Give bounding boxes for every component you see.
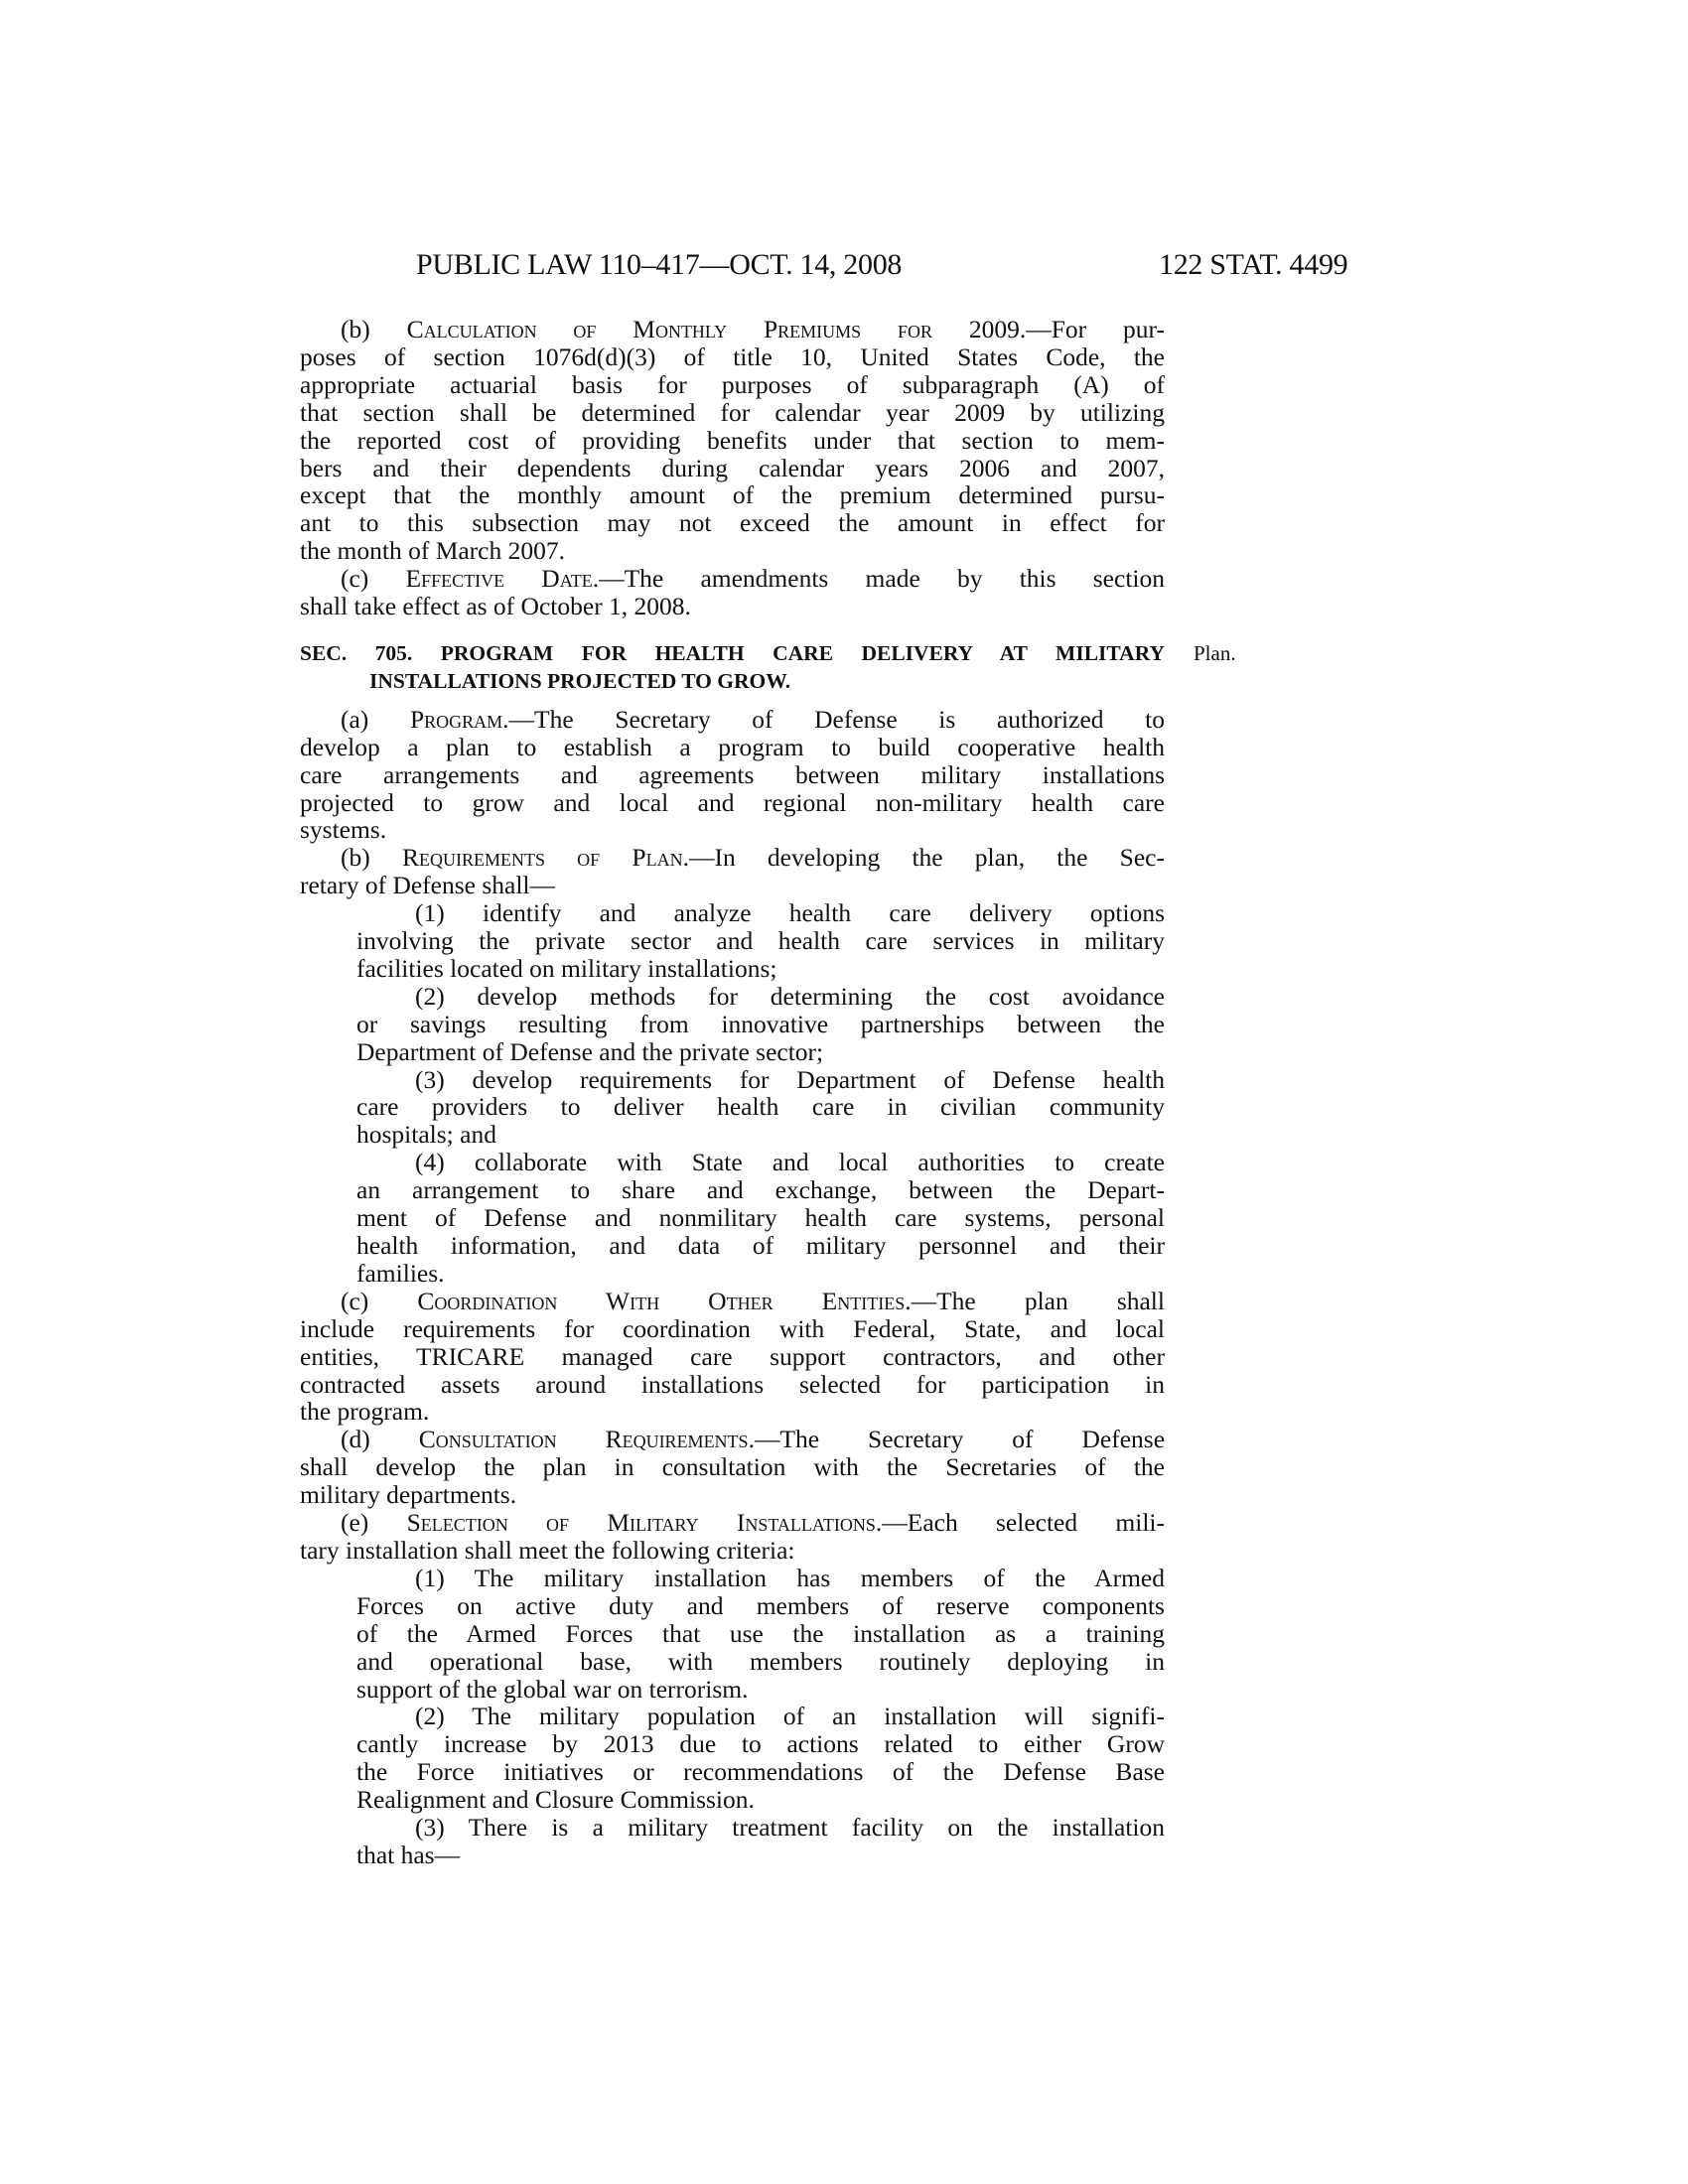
text-line: (3) There is a military treatment facility on the installation — [415, 1813, 1165, 1843]
paragraph-heading: Effective Date. — [405, 564, 600, 594]
text-line: care arrangements and agreements between military installations — [300, 759, 1165, 789]
text-line: projected to grow and local and regional non-military health care — [300, 787, 1165, 817]
text-line: except that the monthly amount of the premium determined pursu- — [300, 480, 1165, 510]
list-item — [300, 1814, 1165, 1869]
text-line: bers and their dependents during calendar years 2006 and 2007, — [300, 453, 1165, 482]
text-line: include requirements for coordination with Federal, State, and local — [300, 1313, 1165, 1343]
text-line: (2) The military population of an installation will signifi- — [415, 1702, 1165, 1731]
text-line: the reported cost of providing benefits under that section to mem- — [300, 425, 1165, 455]
text-line: shall develop the plan in consultation with the Secretaries of the — [300, 1452, 1165, 1482]
text-line: involving the private sector and health care services in military — [356, 926, 1165, 956]
text-line: facilities located on military installations; — [356, 953, 777, 983]
paragraph-heading: Program. — [409, 704, 509, 734]
text-line: an arrangement to share and exchange, between the Depart- — [356, 1175, 1165, 1205]
paragraph-text: —The amendments made by this section — [599, 564, 1165, 594]
text-line: and operational base, with members routinely deploying in — [356, 1646, 1165, 1676]
text-line: contracted assets around installations selected for participation in — [300, 1369, 1165, 1399]
paragraph-label: (a) — [341, 704, 410, 734]
text-line: retary of Defense shall— — [300, 871, 556, 900]
text-line: cantly increase by 2013 due to actions related to either Grow — [356, 1729, 1165, 1759]
text-line: hospitals; and — [356, 1120, 496, 1150]
paragraph-text: —For pur- — [1026, 315, 1165, 343]
document-body — [300, 315, 1236, 1869]
text-line: INSTALLATIONS PROJECTED TO GROW. — [369, 668, 791, 693]
text-line — [300, 316, 1165, 343]
text-line: ment of Defense and nonmilitary health care systems, personal — [356, 1203, 1165, 1233]
paragraph-text: —The Secretary of Defense is authorized to — [508, 704, 1166, 734]
margin-note: Plan. — [1194, 640, 1236, 665]
list-item — [300, 1703, 1165, 1814]
list-item — [300, 899, 1165, 983]
text-line: of the Armed Forces that use the installation as a training — [356, 1618, 1165, 1648]
text-line: (3) develop requirements for Department of Defense health — [415, 1064, 1165, 1094]
paragraph — [300, 316, 1165, 565]
page-number: 122 STAT. 4499 — [1159, 248, 1348, 281]
text-line: (1) The military installation has members of the Armed — [415, 1563, 1165, 1592]
paragraph — [300, 1426, 1165, 1509]
text-line — [300, 565, 1165, 593]
paragraph-heading: Calculation of Monthly Premiums for 2009. — [406, 315, 1027, 343]
paragraph-label: (c) — [341, 564, 406, 594]
list-item — [300, 983, 1165, 1066]
text-line: appropriate actuarial basis for purposes of subparagraph (A) of — [300, 369, 1165, 399]
paragraph-heading: Selection of Military Installations. — [406, 1508, 883, 1538]
text-line: the program. — [300, 1397, 430, 1427]
text-line: that has— — [356, 1840, 461, 1869]
paragraph-text: —The Secretary of Defense — [754, 1425, 1166, 1454]
paragraph-heading: Coordination With Other Entities. — [417, 1286, 912, 1315]
text-line: or savings resulting from innovative partnerships between the — [356, 1009, 1165, 1038]
paragraph-label: (c) — [341, 1286, 418, 1315]
text-line: (2) develop methods for determining the cost avoidance — [415, 981, 1165, 1011]
text-line — [300, 844, 1165, 872]
text-line: Realignment and Closure Commission. — [356, 1785, 755, 1815]
text-line: the month of March 2007. — [300, 536, 565, 566]
paragraph-text: —In developing the plan, the Sec- — [688, 843, 1165, 873]
list-item — [300, 1565, 1165, 1704]
paragraph — [300, 1509, 1165, 1565]
paragraph — [300, 844, 1165, 899]
text-line: ant to this subsection may not exceed the amount in effect for — [300, 508, 1165, 538]
text-line: shall take effect as of October 1, 2008. — [300, 592, 691, 621]
text-line — [300, 1509, 1165, 1537]
paragraph-label: (b) — [341, 843, 402, 873]
text-line: (1) identify and analyze health care delivery options — [415, 898, 1165, 928]
text-line: poses of section 1076d(d)(3) of title 10, United States Code, the — [300, 341, 1165, 371]
paragraph-label: (b) — [341, 315, 407, 343]
list-item — [300, 1149, 1165, 1288]
text-line: develop a plan to establish a program to build cooperative health — [300, 732, 1165, 761]
section-heading — [300, 640, 1236, 696]
text-line: Department of Defense and the private sector; — [356, 1036, 824, 1066]
text-line: that section shall be determined for calendar year 2009 by utilizing — [300, 397, 1165, 427]
paragraph — [300, 706, 1165, 845]
text-line — [300, 706, 1165, 734]
text-line — [300, 1288, 1165, 1315]
text-line: military departments. — [300, 1480, 517, 1510]
text-line: the Force initiatives or recommendations of the Defense Base — [356, 1757, 1165, 1787]
paragraph-heading: Consultation Requirements. — [418, 1425, 755, 1454]
text-line: SEC. 705. PROGRAM FOR HEALTH CARE DELIVERY AT MILITARY — [300, 640, 1165, 665]
text-line: support of the global war on terrorism. — [356, 1674, 749, 1704]
text-line: care providers to deliver health care in civilian community — [356, 1092, 1165, 1122]
paragraph — [300, 565, 1165, 620]
paragraph-heading: Requirements of Plan. — [401, 843, 689, 873]
text-line: entities, TRICARE managed care support contractors, and other — [300, 1341, 1165, 1371]
text-line: Forces on active duty and members of reserve components — [356, 1590, 1165, 1620]
paragraph-text: —The plan shall — [911, 1286, 1165, 1315]
text-line: families. — [356, 1258, 445, 1288]
paragraph-label: (d) — [341, 1425, 419, 1454]
text-line: health information, and data of military personnel and their — [356, 1231, 1165, 1260]
text-line — [300, 1426, 1165, 1453]
text-line: tary installation shall meet the following criteria: — [300, 1535, 795, 1565]
paragraph-text: —Each selected mili- — [882, 1508, 1165, 1538]
text-line: systems. — [300, 815, 387, 845]
list-item — [300, 1066, 1165, 1150]
text-line: (4) collaborate with State and local authorities to create — [415, 1148, 1165, 1177]
running-header-title: PUBLIC LAW 110–417—OCT. 14, 2008 — [416, 248, 903, 281]
paragraph-label: (e) — [341, 1508, 407, 1538]
paragraph — [300, 1288, 1165, 1427]
